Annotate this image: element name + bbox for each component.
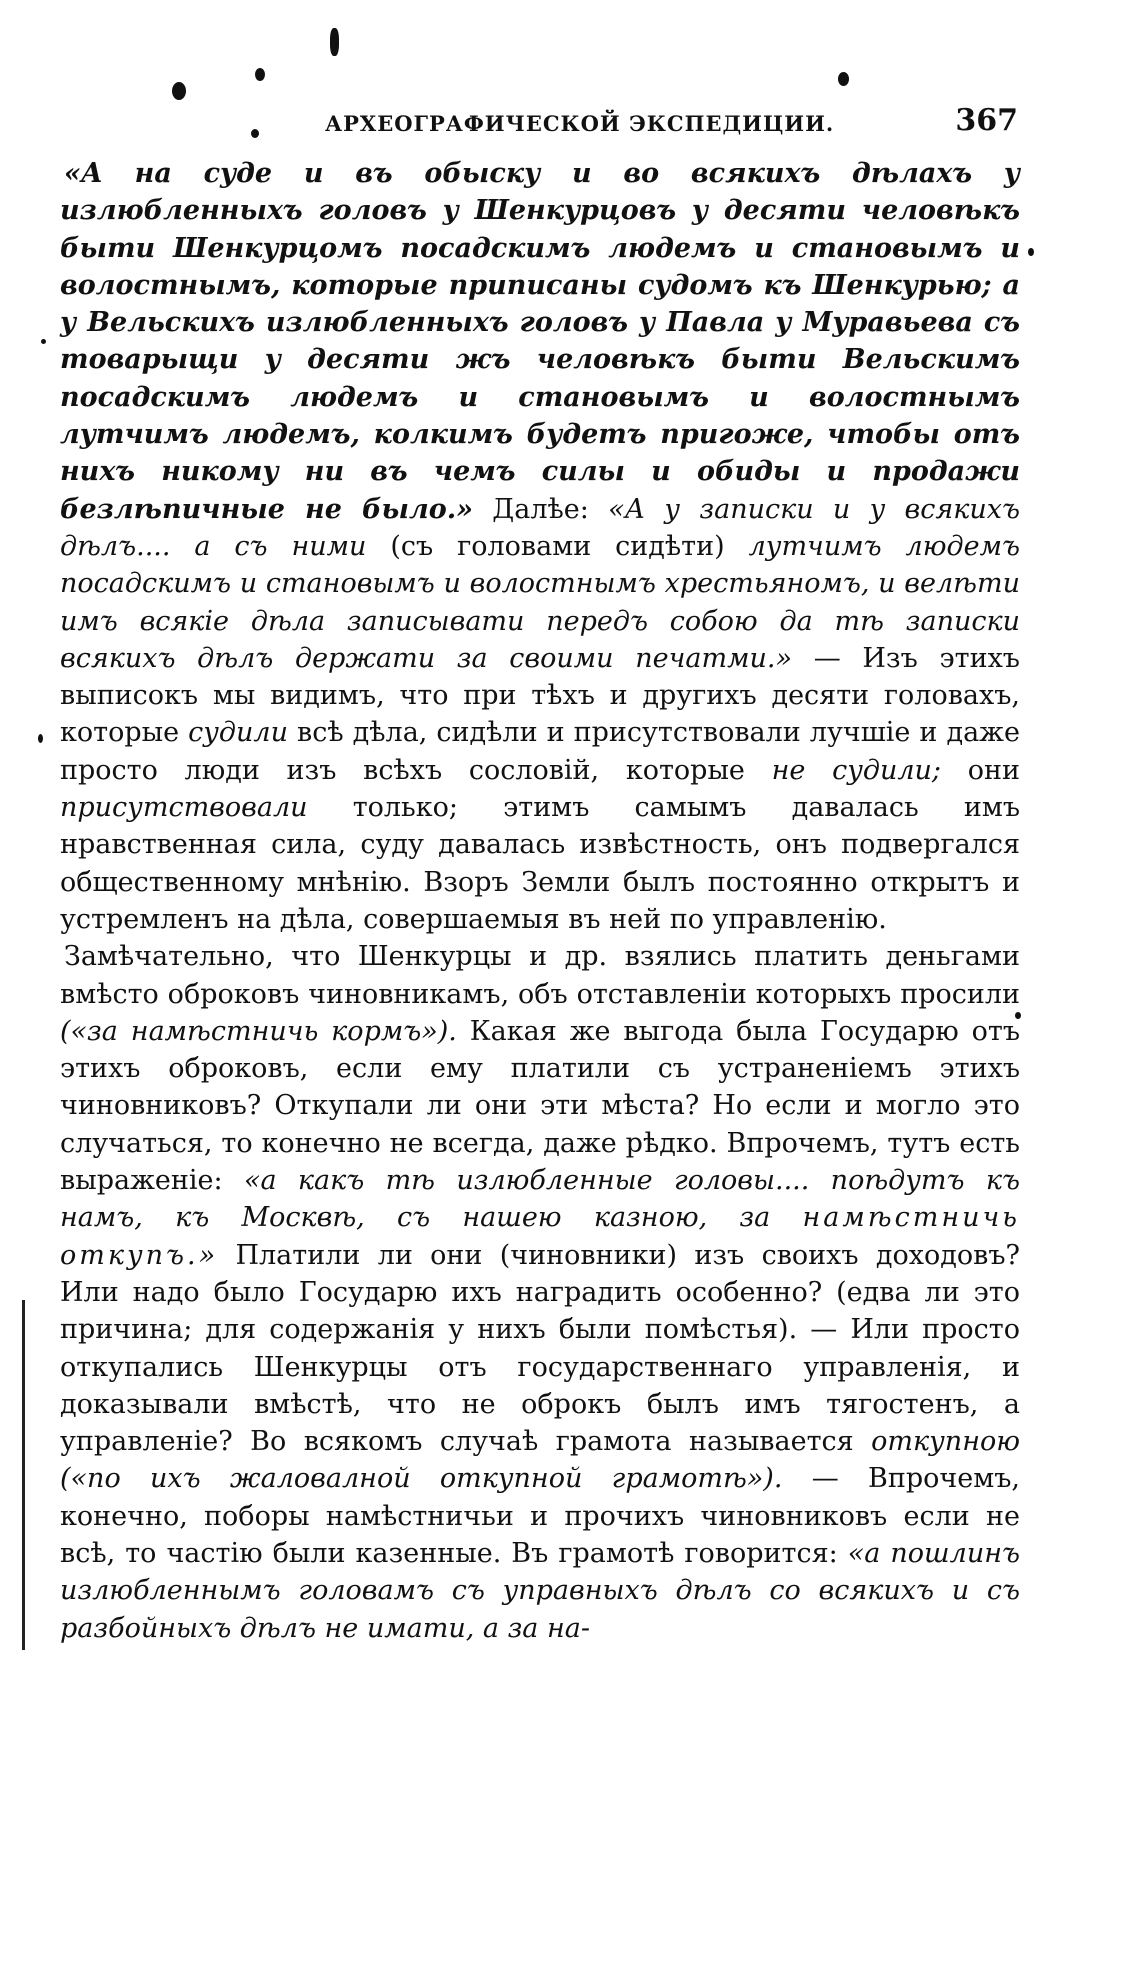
text-run: — Изъ этихъ выписокъ мы видимъ, что при тѣхъ и другихъ десяти головахъ, которые — [60, 642, 1020, 749]
page-header — [58, 103, 1018, 147]
ink-speck — [255, 68, 265, 81]
ink-speck — [172, 82, 186, 100]
text-run: они — [941, 754, 1020, 786]
running-head: АРХЕОГРАФИЧЕСКОЙ ЭКСПЕДИЦИИ. — [325, 111, 835, 136]
text-run: всѣ дѣла, сидѣли и присутствовали лучшіе и даже просто люди изъ всѣхъ сословій, которые — [60, 717, 1020, 786]
italic-text-run: намѣстничь откупъ.» — [60, 1202, 1020, 1271]
ink-speck — [330, 28, 339, 56]
text-run: (съ головами сидѣти) — [366, 530, 749, 562]
italic-text-run: присутствовали — [60, 792, 308, 824]
margin-rule — [22, 1300, 25, 1650]
ink-speck — [1028, 248, 1034, 256]
text-run: Платили ли они (чиновники) изъ своихъ доходовъ? Или надо было Государю ихъ наградить особенно? (едва ли это причина; для содержанія у нихъ были помѣстья). — Или просто откупались Шенкурцы отъ государственнаго управленія, и доказывали вмѣстѣ, что не оброкъ былъ имъ тягостенъ, а управленіе? Во всякомъ случаѣ грамота называется — [60, 1239, 1020, 1458]
italic-text-run: «А на суде и въ обыску и во всякихъ дѣлахъ у излюбленныхъ головъ у Шенкурцовъ у десяти человѣкъ быти Шенкурцомъ посадскимъ людемъ и становымъ и волостнымъ, которые приписаны судомъ къ Шенкурью; а у Вельскихъ излюбленныхъ головъ у Павла у Муравьева съ товарыщи у десяти жъ человѣкъ быти Вельскимъ посадскимъ людемъ и становымъ и волостнымъ лутчимъ людемъ, колкимъ будетъ пригоже, чтобы отъ нихъ никому ни въ чемъ силы и обиды и продажи безлѣпичные не было.» — [60, 158, 1020, 525]
text-run: Замѣчательно, что Шенкурцы и др. взялись платить деньгами вмѣсто оброковъ чиновникамъ, объ отставленіи которыхъ просили — [60, 941, 1020, 1010]
ink-speck — [838, 72, 849, 86]
italic-text-run: «а какъ тѣ излюбленные головы.... поѣдутъ къ намъ, къ Москвѣ, съ нашею казною, за — [60, 1165, 1020, 1234]
italic-text-run: откупною («по ихъ жаловалной откупной грамотѣ»). — [60, 1426, 1020, 1495]
page-number: 367 — [955, 103, 1018, 138]
italic-text-run: «а пошлинъ излюбленнымъ головамъ съ управныхъ дѣлъ со всякихъ и съ разбойныхъ дѣлъ не имати, а за на- — [60, 1537, 1020, 1644]
italic-text-run: («за намѣстничь кормъ»). — [60, 1015, 457, 1047]
paragraph — [60, 155, 1020, 938]
text-run: Далѣе: — [473, 493, 609, 525]
ink-speck — [41, 339, 46, 344]
italic-text-run: судили — [188, 717, 288, 749]
body-text — [60, 155, 1020, 1647]
italic-text-run: «А у записки и у всякихъ дѣлъ.... а съ ними — [60, 493, 1020, 562]
text-run: — Впрочемъ, конечно, поборы намѣстничьи и прочихъ чиновниковъ если не всѣ, то частію были казенные. Въ грамотѣ говорится: — [60, 1463, 1020, 1569]
paragraph — [60, 938, 1020, 1647]
italic-text-run: лутчимъ людемъ посадскимъ и становымъ и волостнымъ хрестьяномъ, и велѣти имъ всякіе дѣла записывати передъ собою да тѣ записки всякихъ дѣлъ держати за своими печатми.» — [60, 530, 1020, 674]
italic-text-run: не судили; — [771, 754, 942, 786]
text-run: только; этимъ самымъ давалась имъ нравственная сила, суду давалась извѣстность, онъ подвергался общественному мнѣнію. Взоръ Земли былъ постоянно открытъ и устремленъ на дѣла, совершаемыя въ ней по управленію. — [60, 792, 1020, 935]
text-run: Какая же выгода была Государю отъ этихъ оброковъ, если ему платили съ устраненіемъ этихъ чиновниковъ? Откупали ли они эти мѣста? Но если и могло это случаться, то конечно не всегда, даже рѣдко. Впрочемъ, тутъ есть выраженіе: — [60, 1015, 1020, 1197]
ink-speck — [38, 734, 43, 743]
